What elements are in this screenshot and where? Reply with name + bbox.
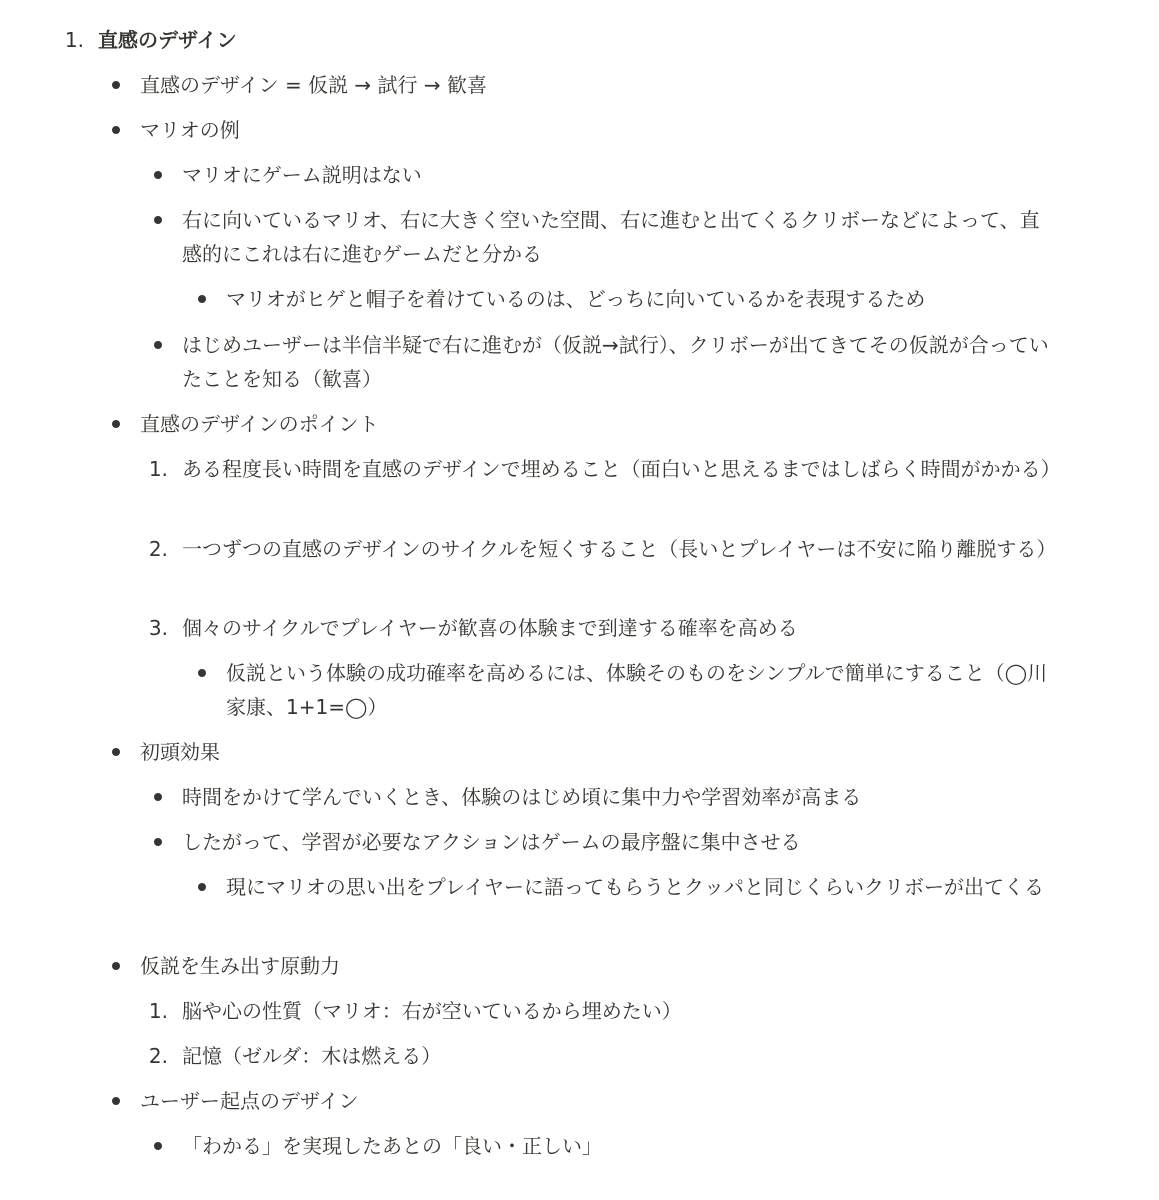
list-item	[0, 203, 1159, 271]
list-item	[0, 328, 1159, 396]
list-item	[0, 23, 1159, 57]
list-item	[0, 113, 1159, 147]
bullet-icon	[154, 793, 162, 801]
bullet-icon	[198, 883, 206, 891]
list-item	[0, 994, 1159, 1028]
bullet-icon	[198, 669, 206, 677]
section-heading: 直感のデザイン	[98, 28, 237, 52]
list-item	[0, 611, 1159, 645]
bullet-icon	[154, 1142, 162, 1150]
list-item	[0, 780, 1159, 814]
bullet-icon	[112, 420, 120, 428]
list-item	[0, 1039, 1159, 1073]
list-item	[0, 282, 1159, 316]
list-item-text: 仮説を生み出す原動力	[140, 954, 340, 978]
list-item	[0, 68, 1159, 102]
list-item-text: マリオがヒゲと帽子を着けているのは、どっちに向いているかを表現するため	[226, 287, 926, 311]
list-number: 2.	[148, 1044, 168, 1068]
list-item-text: 一つずつの直感のデザインのサイクルを短くすること（長いとプレイヤーは不安に陥り離脱する）	[182, 537, 1057, 561]
list-item	[0, 407, 1159, 441]
list-item	[0, 1129, 1159, 1163]
list-item-text: 現にマリオの思い出をプレイヤーに語ってもらうとクッパと同じくらいクリボーが出てくる	[226, 875, 1044, 899]
list-item	[0, 158, 1159, 192]
list-number: 2.	[148, 537, 168, 561]
list-item-text: 初頭効果	[140, 740, 220, 764]
bullet-icon	[154, 171, 162, 179]
list-item-text: 右に向いているマリオ、右に大きく空いた空間、右に進むと出てくるクリボーなどによって、直感的にこれは右に進むゲームだと分かる	[182, 208, 1040, 266]
list-item	[0, 949, 1159, 983]
list-item-text: 時間をかけて学んでいくとき、体験のはじめ頃に集中力や学習効率が高まる	[182, 785, 862, 809]
list-item-text: 直感のデザインのポイント	[140, 412, 379, 436]
list-number: 1.	[64, 28, 84, 52]
list-item-text: 脳や心の性質（マリオ：右が空いているから埋めたい）	[182, 999, 682, 1023]
list-item	[0, 870, 1159, 938]
list-item-text: ユーザー起点のデザイン	[140, 1089, 359, 1113]
list-item-text: したがって、学習が必要なアクションはゲームの最序盤に集中させる	[182, 830, 801, 854]
list-item	[0, 1084, 1159, 1118]
list-item-text: 直感のデザイン = 仮説 → 試行 → 歓喜	[140, 73, 488, 97]
list-item	[0, 532, 1159, 600]
bullet-icon	[112, 748, 120, 756]
list-item-text: ある程度長い時間を直感のデザインで埋めること（面白いと思えるまではしばらく時間がかかる）	[182, 457, 1061, 481]
bullet-icon	[112, 81, 120, 89]
bullet-icon	[154, 838, 162, 846]
list-item	[0, 452, 1159, 520]
bullet-icon	[112, 962, 120, 970]
list-item-text: 個々のサイクルでプレイヤーが歓喜の体験まで到達する確率を高める	[182, 616, 798, 640]
list-item-text: 仮説という体験の成功確率を高めるには、体験そのものをシンプルで簡単にすること（◯川家康、1+1=◯）	[226, 661, 1048, 719]
list-item-text: 「わかる」を実現したあとの「良い・正しい」	[182, 1134, 602, 1158]
bullet-icon	[154, 341, 162, 349]
bullet-icon	[198, 295, 206, 303]
list-number: 1.	[148, 457, 168, 481]
list-item-text: はじめユーザーは半信半疑で右に進むが（仮説→試行）、クリボーが出てきてその仮説が合っていたことを知る（歓喜）	[182, 333, 1049, 391]
bullet-icon	[112, 126, 120, 134]
list-item	[0, 735, 1159, 769]
bullet-icon	[112, 1097, 120, 1105]
list-item	[0, 656, 1159, 724]
list-item-text: 記憶（ゼルダ：木は燃える）	[182, 1044, 442, 1068]
list-item	[0, 825, 1159, 859]
bullet-icon	[154, 216, 162, 224]
list-item-text: マリオの例	[140, 118, 240, 142]
list-item-text: マリオにゲーム説明はない	[182, 163, 422, 187]
list-number: 3.	[148, 616, 168, 640]
list-number: 1.	[148, 999, 168, 1023]
